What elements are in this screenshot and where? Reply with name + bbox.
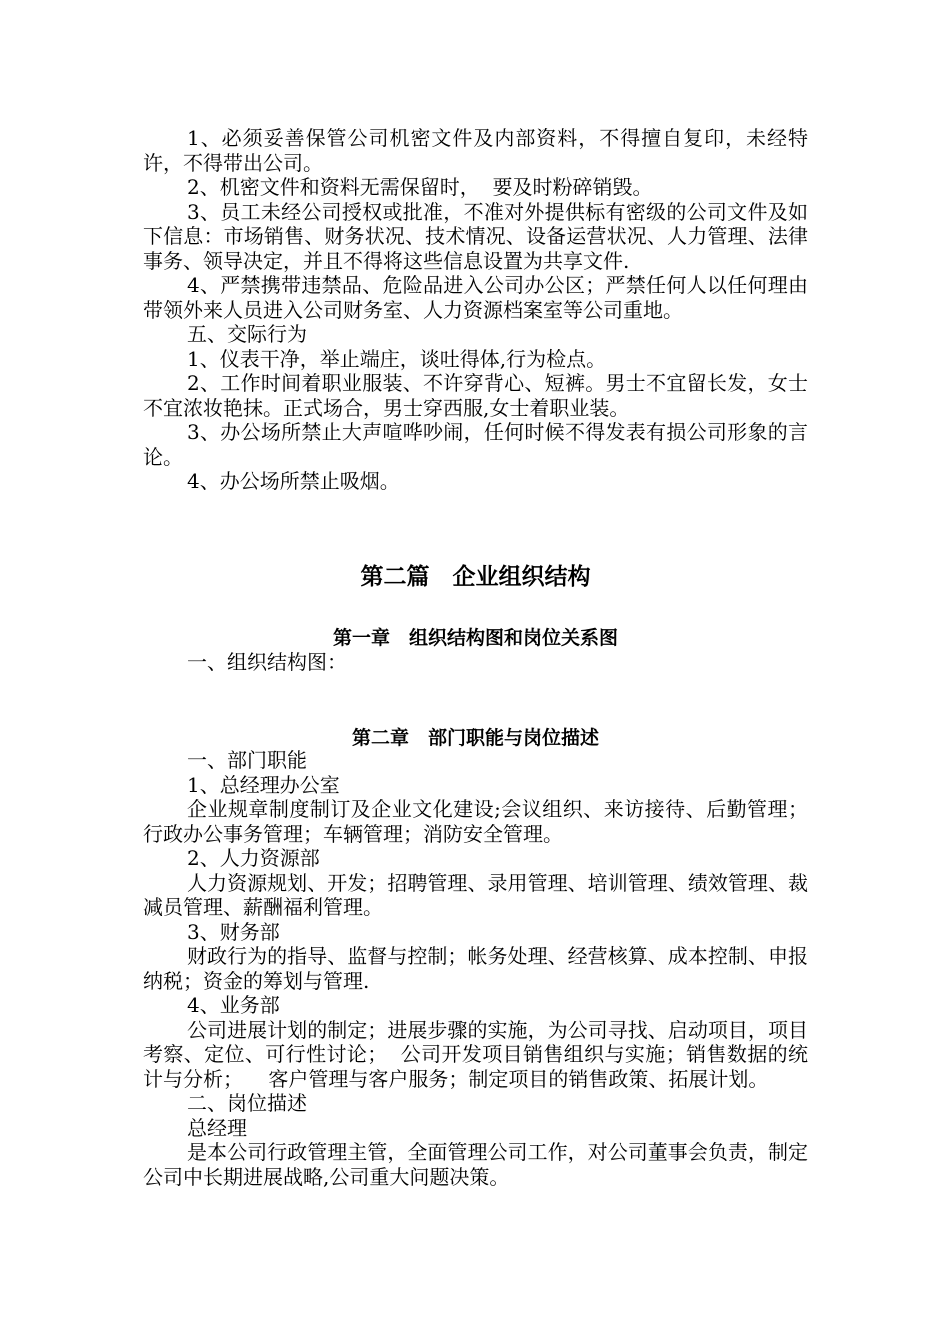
paragraph: 4、办公场所禁止吸烟。 [187, 469, 400, 493]
chapter2-body [143, 748, 808, 1189]
subsection-heading: 总经理 [187, 1115, 247, 1140]
paragraph: 3、员工未经公司授权或批准，不准对外提供标有密级的公司文件及如下信息：市场销售、财务状况、技术情况、设备运营状况、人力管理、法律事务、领导决定，并且不得将这些信息设置为共享文件. [143, 199, 808, 273]
paragraph: 1、必须妥善保管公司机密文件及内部资料，不得擅自复印，未经特许，不得带出公司。 [143, 126, 808, 175]
paragraph: 公司进展计划的制定；进展步骤的实施，为公司寻找、启动项目，项目考察、定位、可行性讨论； 公司开发项目销售组织与实施；销售数据的统计与分析； 客户管理与客户服务；制定项目的销售政策、拓展计划。 [143, 1017, 808, 1091]
part-title: 第二篇 企业组织结构 [360, 564, 591, 590]
section-heading: 一、部门职能 [187, 748, 307, 772]
rules-section [143, 126, 808, 494]
section-heading: 五、交际行为 [187, 322, 307, 346]
paragraph: 2、机密文件和资料无需保留时， 要及时粉碎销毁。 [187, 175, 653, 199]
section-heading: 二、岗位描述 [187, 1091, 307, 1115]
paragraph: 人力资源规划、开发；招聘管理、录用管理、培训管理、绩效管理、裁减员管理、薪酬福利管理。 [143, 870, 808, 919]
paragraph: 是本公司行政管理主管，全面管理公司工作，对公司董事会负责，制定公司中长期进展战略,公司重大问题决策。 [143, 1140, 808, 1189]
subsection-heading: 2、人力资源部 [187, 846, 320, 870]
subsection-heading: 4、业务部 [187, 993, 280, 1017]
paragraph: 企业规章制度制订及企业文化建设;会议组织、来访接待、后勤管理；行政办公事务管理；车辆管理；消防安全管理。 [143, 797, 808, 846]
paragraph: 3、办公场所禁止大声喧哗吵闹，任何时候不得发表有损公司形象的言论。 [143, 420, 808, 469]
paragraph: 2、工作时间着职业服装、不许穿背心、短裤。男士不宜留长发，女士不宜浓妆艳抹。正式场合，男士穿西服,女士着职业装。 [143, 371, 808, 420]
paragraph: 一、组织结构图： [187, 650, 347, 674]
subsection-heading: 3、财务部 [187, 919, 280, 944]
chapter-title: 第二章 部门职能与岗位描述 [351, 727, 599, 749]
paragraph: 4、严禁携带违禁品、危险品进入公司办公区；严禁任何人以任何理由带领外来人员进入公司财务室、人力资源档案室等公司重地。 [143, 273, 808, 322]
subsection-heading: 1、总经理办公室 [187, 772, 340, 797]
chapter1-body [143, 650, 808, 675]
paragraph: 财政行为的指导、监督与控制；帐务处理、经营核算、成本控制、申报纳税；资金的筹划与管理. [143, 944, 808, 993]
chapter-title: 第一章 组织结构图和岗位关系图 [332, 627, 618, 649]
paragraph: 1、仪表干净，举止端庄，谈吐得体,行为检点。 [187, 346, 607, 371]
